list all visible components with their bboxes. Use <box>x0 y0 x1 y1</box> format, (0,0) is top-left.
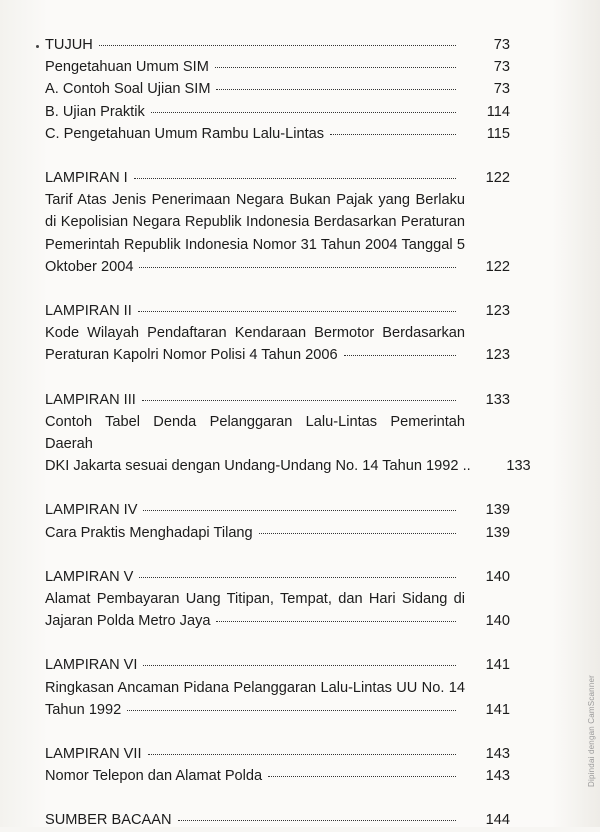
page-number: 141 <box>485 701 510 718</box>
dot-leader <box>259 533 456 534</box>
appendix-description: Contoh Tabel Denda Pelanggaran Lalu-Lintas Pemerintah Daerah <box>45 413 465 453</box>
dot-leader <box>178 820 456 821</box>
toc-entry-lampiran-1[interactable] <box>45 167 510 189</box>
toc-entry-label: TUJUH <box>45 37 93 53</box>
page-number: 122 <box>485 170 510 187</box>
toc-entry-label: Nomor Telepon dan Alamat Polda <box>45 768 263 785</box>
toc-entry-label: SUMBER BACAAN <box>45 812 172 829</box>
dot-leader <box>142 400 456 401</box>
toc-entry-label: LAMPIRAN III <box>45 391 136 408</box>
toc-entry-lampiran-6[interactable] <box>45 654 510 676</box>
toc-entry-lampiran-4[interactable] <box>45 499 510 521</box>
toc-entry-label: C. Pengetahuan Umum Rambu Lalu-Lintas <box>45 125 325 142</box>
dot-leader <box>143 665 456 666</box>
dot-leader <box>99 45 456 46</box>
page-number: 140 <box>485 613 510 630</box>
toc-entry[interactable] <box>45 610 510 632</box>
toc-entry[interactable] <box>45 101 510 123</box>
stray-mark <box>36 45 39 48</box>
appendix-description: di Kepolisian Negara Republik Indonesia Berdasarkan Peraturan <box>45 214 465 231</box>
page-number: 143 <box>485 768 510 785</box>
toc-entry-label: Tahun 1992 <box>45 701 122 718</box>
dot-leader <box>330 134 456 135</box>
dot-leader <box>216 621 456 622</box>
toc-entry-label: LAMPIRAN V <box>45 568 134 585</box>
toc-entry-label: Oktober 2004 <box>45 258 134 275</box>
toc-entry-lampiran-5[interactable] <box>45 566 510 588</box>
page-number: 140 <box>485 568 510 585</box>
page-number: 114 <box>486 103 510 120</box>
toc-entry-label: LAMPIRAN I <box>45 170 128 187</box>
toc-entry[interactable] <box>45 256 510 278</box>
toc-entry[interactable] <box>45 455 531 477</box>
toc-entry-tujuh[interactable] <box>45 34 510 56</box>
toc-entry[interactable] <box>45 123 510 145</box>
dot-leader <box>216 89 456 90</box>
table-of-contents <box>45 34 531 832</box>
toc-entry-label: LAMPIRAN VI <box>45 657 138 674</box>
dot-leader <box>143 510 456 511</box>
toc-entry-lampiran-2[interactable] <box>45 300 510 322</box>
page-number: 123 <box>485 347 510 364</box>
page-number: 115 <box>486 125 510 142</box>
toc-entry[interactable] <box>45 699 510 721</box>
toc-entry-label: B. Ujian Praktik <box>45 103 145 120</box>
toc-entry[interactable] <box>45 78 510 100</box>
toc-entry-label: Jajaran Polda Metro Jaya <box>45 613 211 630</box>
toc-entry-label: A. Contoh Soal Ujian SIM <box>45 81 211 98</box>
dot-leader <box>139 577 456 578</box>
dot-leader <box>134 178 456 179</box>
toc-entry-label: Peraturan Kapolri Nomor Polisi 4 Tahun 2006 <box>45 347 338 364</box>
toc-entry-sumber-bacaan[interactable] <box>45 809 510 831</box>
dot-leader <box>127 710 456 711</box>
toc-entry-label: LAMPIRAN VII <box>45 746 142 763</box>
appendix-description: Pemerintah Republik Indonesia Nomor 31 Tahun 2004 Tanggal 5 <box>45 236 465 253</box>
toc-entry-lampiran-7[interactable] <box>45 743 510 765</box>
toc-entry-label: Pengetahuan Umum SIM <box>45 59 209 76</box>
toc-entry-label: DKI Jakarta sesuai dengan Undang-Undang No. 14 Tahun 1992 .. <box>45 458 471 475</box>
dot-leader <box>139 267 456 268</box>
dot-leader <box>344 355 456 356</box>
page-number: 73 <box>493 59 510 76</box>
page-number: 143 <box>485 746 510 763</box>
page-number: 123 <box>485 303 510 320</box>
page-number: 73 <box>493 37 510 53</box>
dot-leader <box>151 112 456 113</box>
dot-leader <box>215 67 456 68</box>
page-number: 133 <box>506 458 531 475</box>
page-number: 144 <box>485 812 510 829</box>
toc-entry-label: Cara Praktis Menghadapi Tilang <box>45 524 253 541</box>
appendix-description: Ringkasan Ancaman Pidana Pelanggaran Lalu-Lintas UU No. 14 <box>45 679 465 696</box>
page-number: 122 <box>485 258 510 275</box>
toc-entry-label: LAMPIRAN IV <box>45 502 138 519</box>
page-number: 73 <box>493 81 510 98</box>
toc-entry-label: LAMPIRAN II <box>45 303 132 320</box>
toc-entry[interactable] <box>45 522 510 544</box>
toc-entry-lampiran-3[interactable] <box>45 389 510 411</box>
toc-entry[interactable] <box>45 56 510 78</box>
toc-entry[interactable] <box>45 344 510 366</box>
page-number: 139 <box>485 524 510 541</box>
dot-leader <box>138 311 456 312</box>
toc-entry[interactable] <box>45 765 510 787</box>
page-number: 141 <box>485 657 510 674</box>
appendix-description: Alamat Pembayaran Uang Titipan, Tempat, dan Hari Sidang di <box>45 591 465 608</box>
appendix-description: Kode Wilayah Pendaftaran Kendaraan Bermotor Berdasarkan <box>45 325 465 342</box>
scanner-watermark: Dipindai dengan CamScanner <box>587 675 596 787</box>
dot-leader <box>148 754 456 755</box>
dot-leader <box>268 776 456 777</box>
page-number: 139 <box>485 502 510 519</box>
page-number: 133 <box>485 391 510 408</box>
appendix-description: Tarif Atas Jenis Penerimaan Negara Bukan Pajak yang Berlaku <box>45 192 465 209</box>
